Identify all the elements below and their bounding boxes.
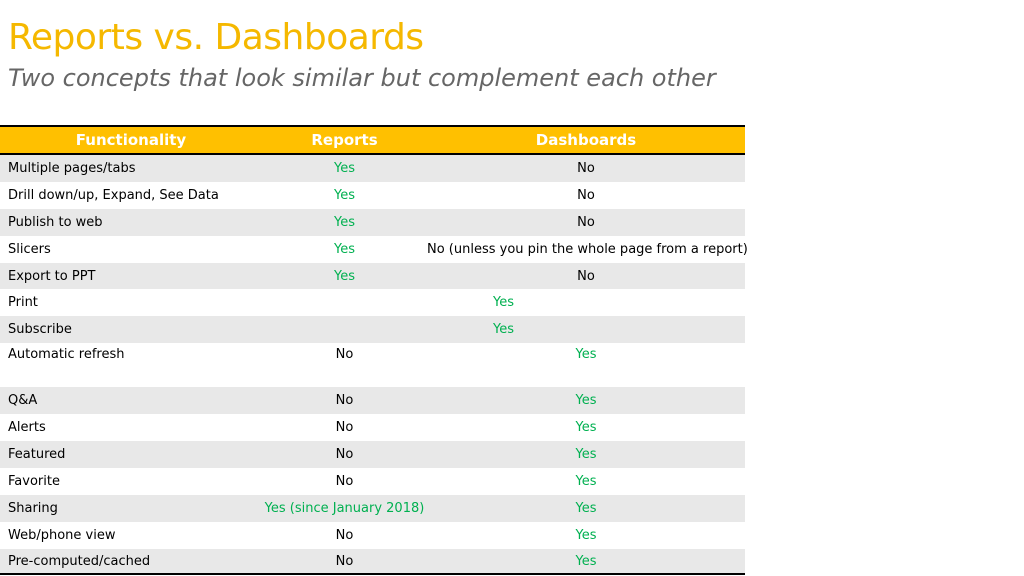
both-cell: Yes — [493, 295, 514, 311]
reports-cell: Yes (since January 2018) — [264, 500, 425, 516]
reports-cell: No — [335, 527, 354, 543]
reports-cell: No — [335, 446, 354, 462]
dashboards-cell: Yes — [575, 553, 597, 569]
dashboards-cell: No — [577, 268, 595, 284]
table-header — [0, 125, 745, 155]
reports-cell: No — [335, 473, 354, 489]
reports-cell: Yes — [334, 187, 355, 203]
dashboards-cell: No (unless you pin the whole page from a report) — [427, 241, 748, 257]
feature-cell: Multiple pages/tabs — [8, 160, 136, 176]
table-row — [0, 387, 745, 414]
header-functionality: Functionality — [75, 131, 187, 149]
feature-cell: Subscribe — [8, 322, 72, 338]
both-cell: Yes — [493, 322, 514, 338]
table-row — [0, 343, 745, 387]
feature-cell: Automatic refresh — [8, 347, 125, 363]
dashboards-cell: Yes — [575, 420, 597, 436]
reports-cell: Yes — [334, 268, 355, 284]
feature-cell: Favorite — [8, 473, 60, 489]
dashboards-cell: Yes — [575, 446, 597, 462]
feature-cell: Q&A — [8, 393, 38, 409]
feature-cell: Print — [8, 295, 38, 311]
feature-cell: Drill down/up, Expand, See Data — [8, 187, 219, 203]
dashboards-cell: Yes — [575, 473, 597, 489]
dashboards-cell: No — [577, 160, 595, 176]
comparison-table — [0, 125, 748, 575]
table-row — [0, 549, 745, 576]
dashboards-cell: No — [577, 187, 595, 203]
dashboards-cell: Yes — [575, 527, 597, 543]
table-row — [0, 263, 745, 290]
slide-title: Reports vs. Dashboards — [8, 17, 424, 58]
table-row — [0, 495, 745, 522]
reports-cell: No — [335, 553, 354, 569]
table-row — [0, 316, 745, 343]
table-row — [0, 441, 745, 468]
table-row — [0, 182, 745, 209]
feature-cell: Sharing — [8, 500, 58, 516]
feature-cell: Featured — [8, 446, 66, 462]
table-row — [0, 236, 748, 263]
table-row — [0, 289, 745, 316]
slide-subtitle: Two concepts that look similar but complement each other — [8, 64, 716, 92]
reports-cell: Yes — [334, 241, 355, 257]
feature-cell: Web/phone view — [8, 527, 116, 543]
dashboards-cell: Yes — [575, 347, 597, 363]
reports-cell: Yes — [334, 214, 355, 230]
table-row — [0, 155, 745, 182]
feature-cell: Alerts — [8, 420, 46, 436]
header-dashboards: Dashboards — [535, 131, 637, 149]
reports-cell: Yes — [334, 160, 355, 176]
feature-cell: Pre-computed/cached — [8, 553, 151, 569]
dashboards-cell: Yes — [575, 393, 597, 409]
feature-cell: Export to PPT — [8, 268, 96, 284]
reports-cell: No — [335, 420, 354, 436]
table-row — [0, 468, 745, 495]
dashboards-cell: Yes — [575, 500, 597, 516]
reports-cell: No — [335, 347, 354, 363]
table-row — [0, 522, 745, 549]
table-row — [0, 209, 745, 236]
dashboards-cell: No — [577, 214, 595, 230]
feature-cell: Publish to web — [8, 214, 103, 230]
feature-cell: Slicers — [8, 241, 51, 257]
reports-cell: No — [335, 393, 354, 409]
table-row — [0, 414, 745, 441]
header-reports: Reports — [311, 131, 378, 149]
